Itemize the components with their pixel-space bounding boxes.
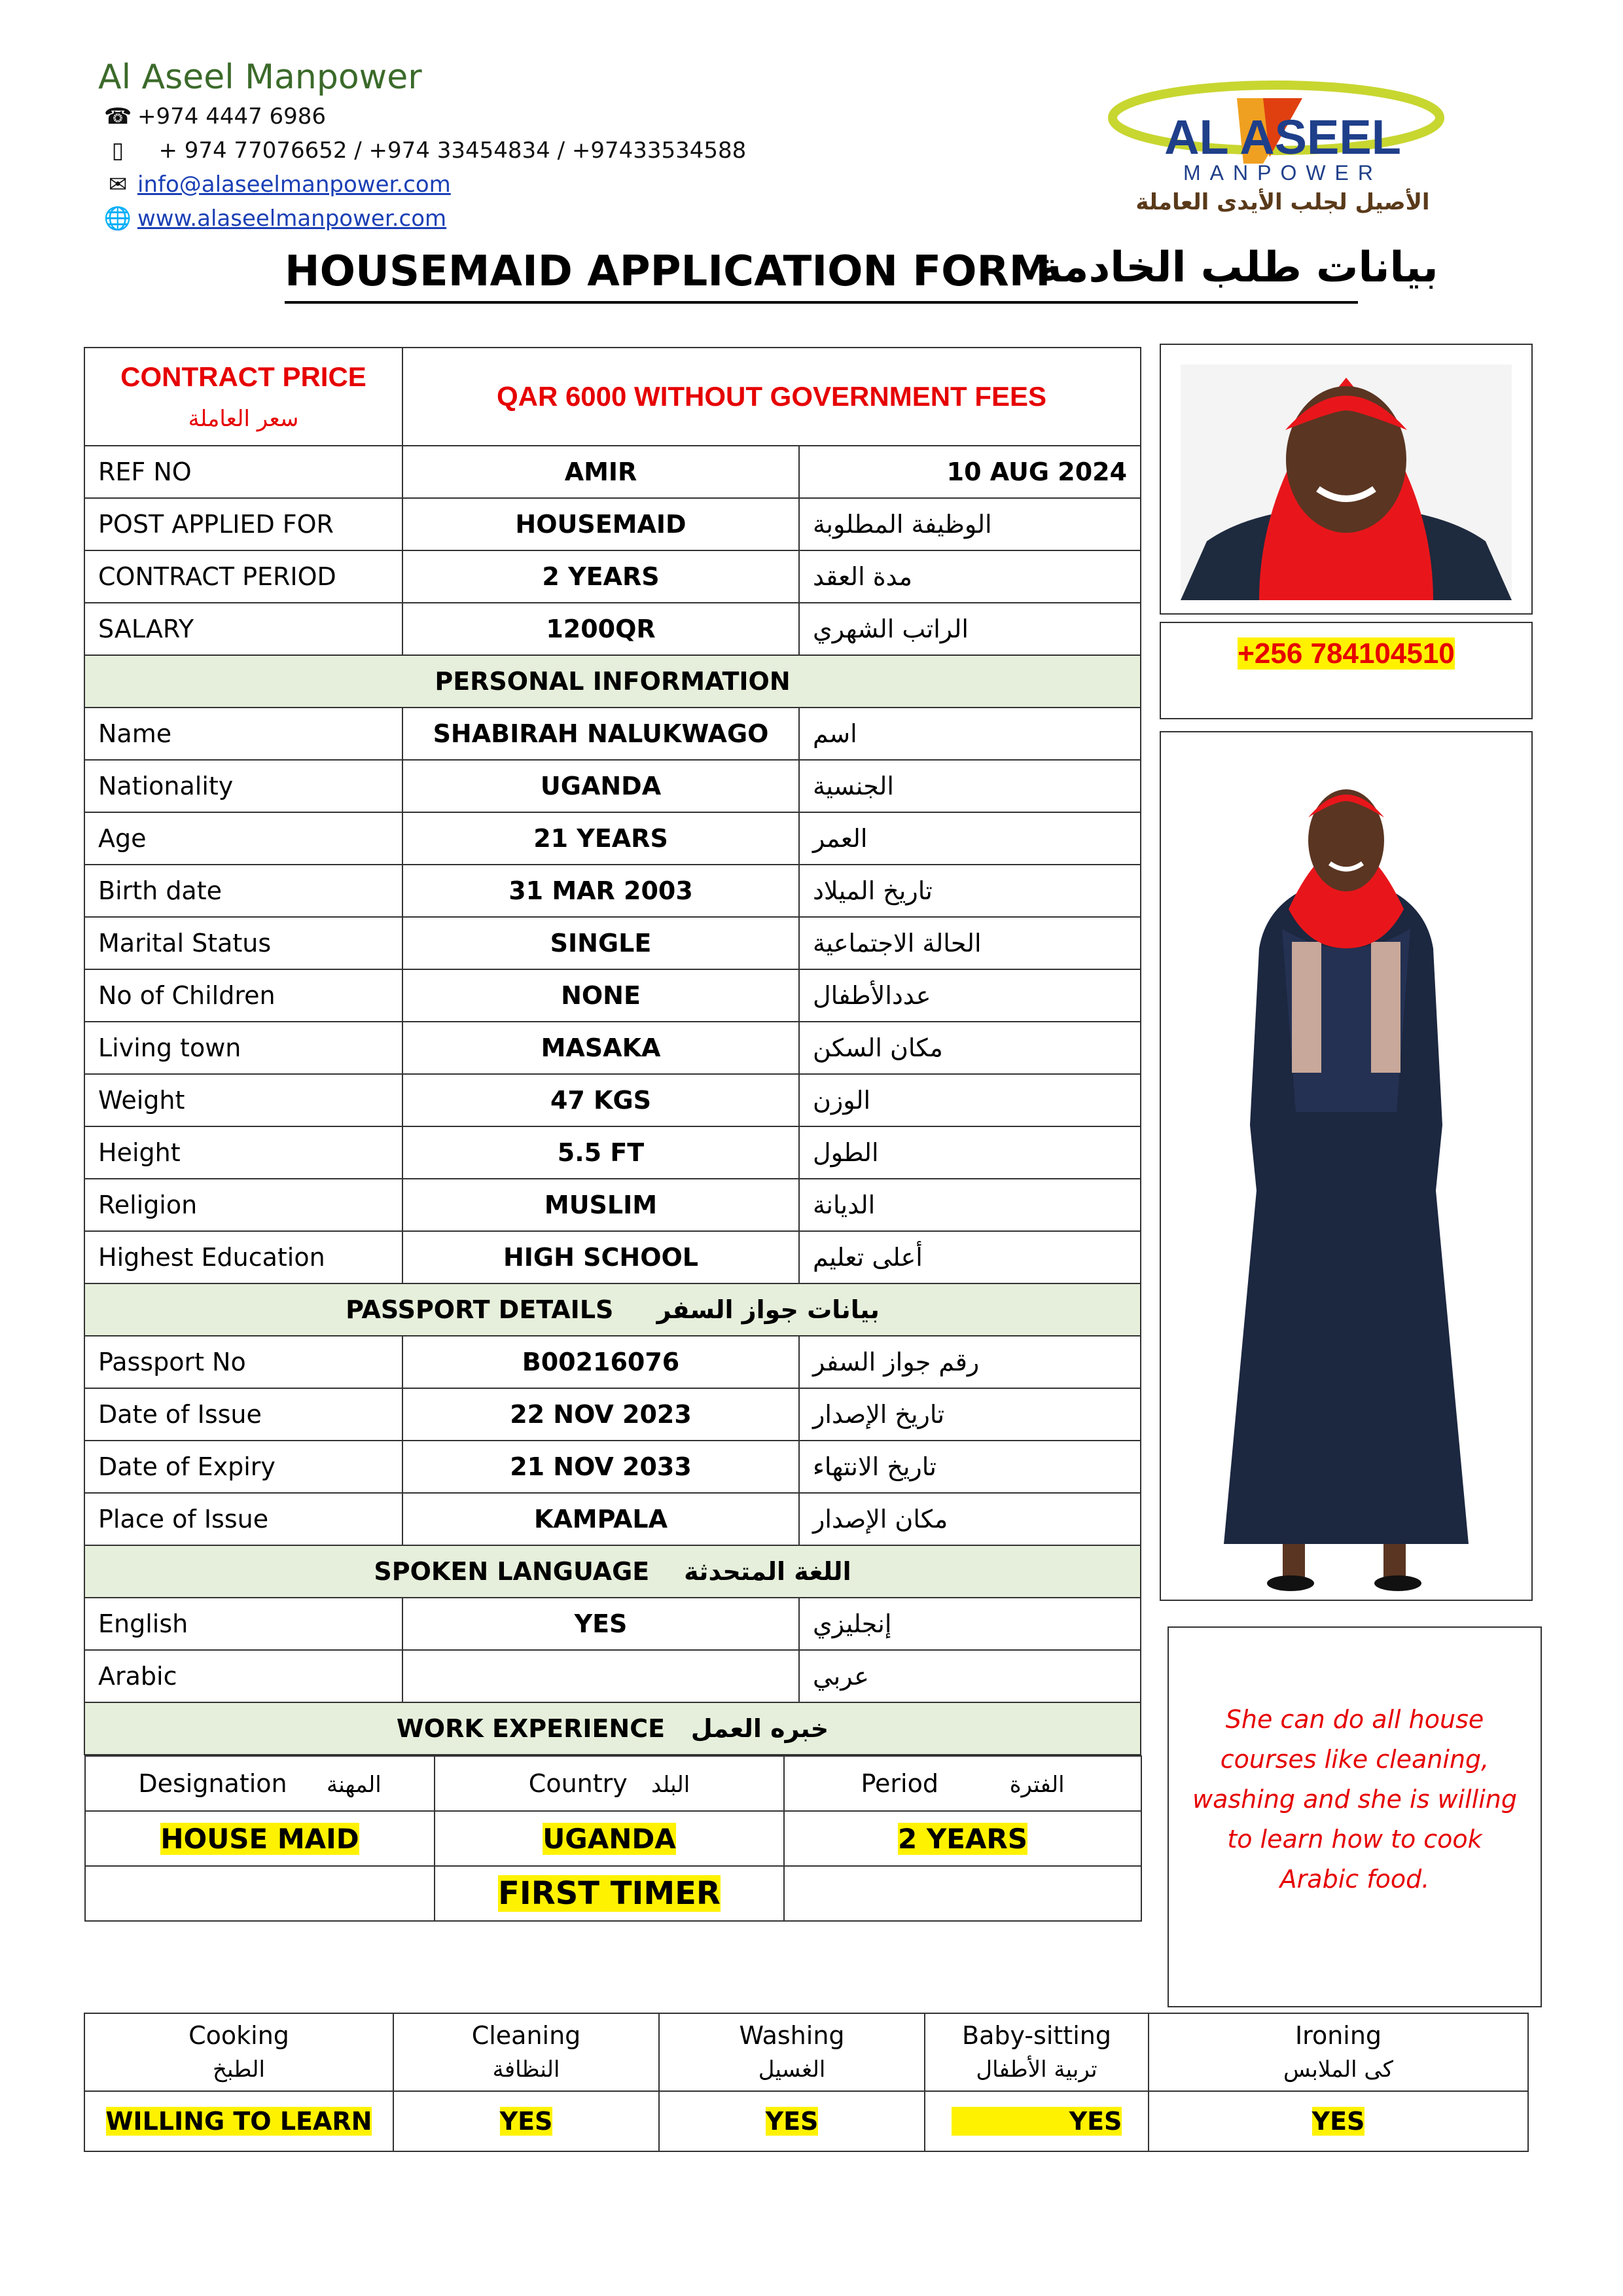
email-link[interactable]: info@alaseelmanpower.com [137,171,451,198]
skill-ar: النظافة [492,2056,560,2083]
row-label-ar: الوظيفة المطلوبة [799,498,1141,550]
section-heading [84,1702,1141,1755]
row-label-ar: رقم جواز السفر [799,1336,1141,1388]
contract-label: CONTRACT PRICE [120,361,366,392]
country-cell [435,1811,784,1866]
skill-value: YES [765,2107,819,2136]
table-row [84,1650,1141,1702]
section-heading-ar: خبره العمل [690,1714,829,1743]
remark-text: She can do all house courses like cleaning, washing and she is willing to learn how to cook Arabic food. [1192,1705,1517,1893]
row-label-ar: اسم [799,708,1141,760]
skill-en: Ironing [1294,2020,1382,2050]
mobile-numbers: + 974 77076652 / +974 33454834 / +97433534588 [158,137,747,164]
phone-line [98,103,326,130]
section-heading: PERSONAL INFORMATION [84,655,1141,708]
section-heading [84,1283,1141,1336]
first-timer-cell [435,1866,784,1921]
row-label-ar: الجنسية [799,760,1141,812]
row-value: 47 KGS [402,1074,799,1126]
row-value: 22 NOV 2023 [402,1388,799,1441]
full-body-photo [1160,731,1533,1601]
skills-header-row [84,2013,1528,2091]
table-row [84,1388,1141,1441]
row-date: 10 AUG 2024 [799,446,1141,498]
website-link[interactable]: www.alaseelmanpower.com [137,206,447,232]
contract-label-cell [84,348,402,446]
empty-cell [784,1866,1141,1921]
row-label: Passport No [84,1336,402,1388]
table-row [84,603,1141,655]
row-label: Date of Expiry [84,1441,402,1493]
table-row [84,1022,1141,1074]
row-value: 21 NOV 2033 [402,1441,799,1493]
skill-babysitting-value-cell [925,2091,1149,2151]
row-label: English [84,1598,402,1650]
first-timer-value: FIRST TIMER [498,1875,721,1912]
email-icon: ✉ [108,171,128,198]
table-row [84,1126,1141,1179]
skill-cooking-value-cell [84,2091,393,2151]
logo-arabic: الأصيل لجلب الأيدى العاملة [1135,189,1430,215]
row-label: REF NO [84,446,402,498]
row-value: HOUSEMAID [402,498,799,550]
row-label: SALARY [84,603,402,655]
row-label-ar: عربي [799,1650,1141,1702]
row-value [402,1650,799,1702]
skill-cleaning-header [393,2013,659,2091]
col-en: Designation [138,1769,287,1798]
row-label: Living town [84,1022,402,1074]
phone-badge-box [1160,622,1533,719]
table-row [84,498,1141,550]
experience-row [85,1811,1141,1866]
row-label: Weight [84,1074,402,1126]
table-row [84,1231,1141,1283]
experience-note-row [85,1866,1141,1921]
table-row [84,1179,1141,1231]
table-row [84,1441,1141,1493]
title-underline [285,301,1358,304]
row-label-ar: مدة العقد [799,550,1141,603]
row-value: KAMPALA [402,1493,799,1545]
period-cell [784,1811,1141,1866]
row-value: YES [402,1598,799,1650]
application-table [84,347,1141,1922]
row-label-ar: تاريخ الإصدار [799,1388,1141,1441]
row-label: Nationality [84,760,402,812]
row-label: Age [84,812,402,865]
designation-cell [85,1811,435,1866]
skill-ironing-value-cell [1149,2091,1528,2151]
experience-header-row [85,1756,1141,1811]
email-line [98,171,451,198]
row-label: Arabic [84,1650,402,1702]
table-row [84,865,1141,917]
row-label: Place of Issue [84,1493,402,1545]
table-row [84,708,1141,760]
skills-value-row [84,2091,1528,2151]
empty-cell [85,1866,435,1921]
table-row [84,969,1141,1022]
row-value: SHABIRAH NALUKWAGO [402,708,799,760]
designation-value: HOUSE MAID [160,1822,359,1855]
skill-ar: الطبخ [213,2056,265,2083]
row-label-ar: الديانة [799,1179,1141,1231]
skills-table [84,2013,1529,2152]
row-label-ar: الوزن [799,1074,1141,1126]
row-label: Name [84,708,402,760]
col-ar: البلد [651,1772,690,1798]
row-label-ar: تاريخ الانتهاء [799,1441,1141,1493]
section-personal [84,655,1141,708]
mobile-icon: ▯ [111,137,124,164]
row-value: 2 YEARS [402,550,799,603]
skill-en: Cooking [188,2020,289,2050]
row-label: Date of Issue [84,1388,402,1441]
section-heading-en: PASSPORT DETAILS [346,1295,614,1324]
skill-washing-value-cell [659,2091,925,2151]
row-label-ar: مكان الإصدار [799,1493,1141,1545]
contract-value: QAR 6000 WITHOUT GOVERNMENT FEES [402,348,1141,446]
row-label: Highest Education [84,1231,402,1283]
section-heading [84,1545,1141,1598]
row-label: Religion [84,1179,402,1231]
skill-ar: كى الملابس [1283,2056,1393,2083]
website-line [98,206,446,232]
col-ar: الفترة [1009,1772,1065,1798]
skill-value: WILLING TO LEARN [105,2107,372,2136]
phone-number: +974 4447 6986 [137,103,327,130]
col-period [784,1756,1141,1811]
skill-washing-header [659,2013,925,2091]
table-row [84,760,1141,812]
table-row [84,446,1141,498]
section-heading-en: SPOKEN LANGUAGE [374,1557,650,1586]
section-experience [84,1702,1141,1755]
section-heading-en: WORK EXPERIENCE [396,1714,666,1743]
row-value: B00216076 [402,1336,799,1388]
row-value: 1200QR [402,603,799,655]
row-label-ar: إنجليزي [799,1598,1141,1650]
skill-en: Baby-sitting [962,2020,1111,2050]
table-row [84,1336,1141,1388]
skill-ar: تربية الأطفال [976,2056,1097,2083]
experience-wrap-row [84,1755,1141,1922]
col-designation [85,1756,435,1811]
table-row [84,917,1141,969]
portrait-photo [1160,344,1533,615]
table-row [84,1074,1141,1126]
row-label-ar: الطول [799,1126,1141,1179]
table-row [84,812,1141,865]
period-value: 2 YEARS [897,1822,1028,1855]
row-label: Height [84,1126,402,1179]
form-title-en: HOUSEMAID APPLICATION FORM [285,247,1051,296]
row-label: Marital Status [84,917,402,969]
row-value: SINGLE [402,917,799,969]
skill-value: YES [499,2107,553,2136]
globe-icon: 🌐 [103,206,132,232]
skill-en: Cleaning [471,2020,581,2050]
table-row [84,1598,1141,1650]
row-label: Birth date [84,865,402,917]
row-label: CONTRACT PERIOD [84,550,402,603]
row-value: NONE [402,969,799,1022]
row-value: MUSLIM [402,1179,799,1231]
experience-table [84,1755,1142,1922]
col-en: Period [861,1769,938,1798]
row-value: AMIR [402,446,799,498]
remark-box [1168,1626,1542,2007]
row-label-ar: أعلى تعليم [799,1231,1141,1283]
skill-cooking-header [84,2013,393,2091]
skill-babysitting-header [925,2013,1149,2091]
row-value: 5.5 FT [402,1126,799,1179]
row-value: 31 MAR 2003 [402,865,799,917]
row-label-ar: الحالة الاجتماعية [799,917,1141,969]
experience-wrap [84,1755,1141,1922]
section-heading-ar: اللغة المتحدثة [684,1557,851,1586]
company-logo [1086,72,1479,223]
skill-en: Washing [739,2020,845,2050]
skill-value: YES [952,2107,1122,2136]
row-label-ar: تاريخ الميلاد [799,865,1141,917]
row-label-ar: عددالأطفال [799,969,1141,1022]
phone-badge: +256 784104510 [1238,637,1455,670]
form-title-ar: بيانات طلب الخادمة [1037,243,1438,292]
section-language [84,1545,1141,1598]
country-value: UGANDA [543,1822,676,1855]
row-value: 21 YEARS [402,812,799,865]
skill-ar: الغسيل [758,2056,826,2083]
company-name: Al Aseel Manpower [98,58,422,97]
phone-badge-line [1161,637,1531,670]
mobile-line [98,137,746,164]
row-value: HIGH SCHOOL [402,1231,799,1283]
section-heading-ar: بيانات جواز السفر [656,1295,880,1324]
logo-brand: AL ASEEL [1164,110,1401,164]
col-country [435,1756,784,1811]
row-label-ar: العمر [799,812,1141,865]
contract-label-ar: سعر العاملة [188,406,299,432]
section-passport [84,1283,1141,1336]
contract-row [84,348,1141,446]
logo-sub: MANPOWER [1183,161,1382,185]
skill-cleaning-value-cell [393,2091,659,2151]
table-row [84,550,1141,603]
row-value: MASAKA [402,1022,799,1074]
row-label: No of Children [84,969,402,1022]
row-label: POST APPLIED FOR [84,498,402,550]
row-label-ar: الراتب الشهري [799,603,1141,655]
skill-ironing-header [1149,2013,1528,2091]
col-ar: المهنة [327,1772,382,1798]
row-value: UGANDA [402,760,799,812]
table-row [84,1493,1141,1545]
phone-icon: ☎ [103,103,132,130]
skill-value: YES [1311,2107,1365,2136]
row-label-ar: مكان السكن [799,1022,1141,1074]
col-en: Country [528,1769,628,1798]
